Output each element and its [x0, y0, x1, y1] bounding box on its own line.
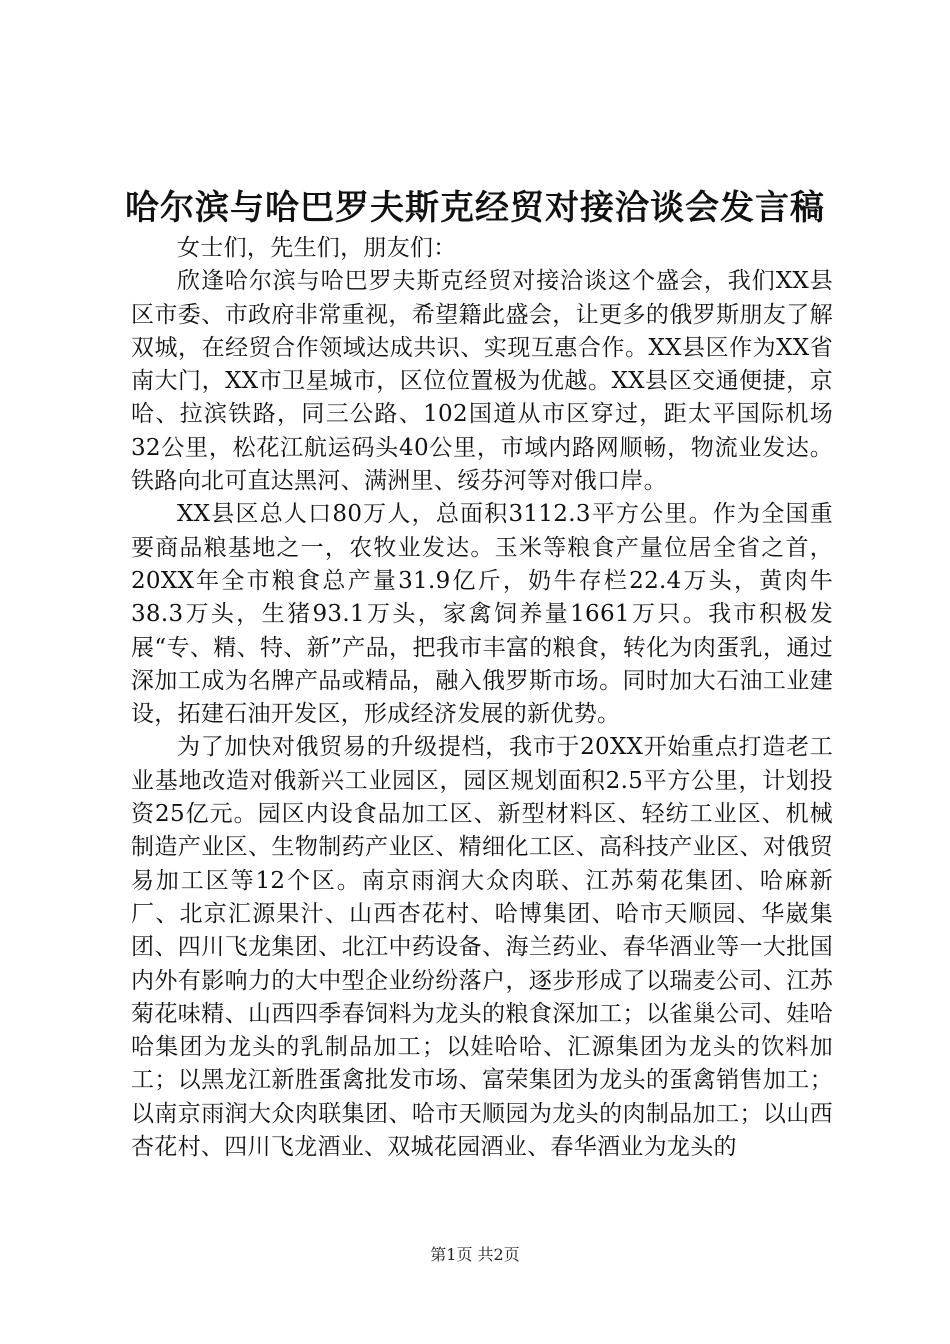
body-paragraph: XX县区总人口80万人，总面积3112.3平方公里。作为全国重要商品粮基地之一，农牧业发达。玉米等粮食产量位居全省之首，20XX年全市粮食总产量31.9亿斤，奶牛存栏22.4万头，黄肉牛38.3万头，生猪93.1万头，家禽饲养量1661万只。我市积极发展“专、精、特、新”产品，把我市丰富的粮食，转化为肉蛋乳，通过深加工成为名牌产品或精品，融入俄罗斯市场。同时加大石油工业建设，拓建石油开发区，形成经济发展的新优势。 [131, 501, 833, 728]
body-paragraph: 为了加快对俄贸易的升级提档，我市于20XX开始重点打造老工业基地改造对俄新兴工业园区，园区规划面积2.5平方公里，计划投资25亿元。园区内设食品加工区、新型材料区、轻纺工业区、机械制造产业区、生物制药产业区、精细化工区、高科技产业区、对俄贸易加工区等12个区。南京雨润大众肉联、江苏菊花集团、哈麻新厂、北京汇源果汁、山西杏花村、哈博集团、哈市天顺园、华崴集团、四川飞龙集团、北江中药设备、海兰药业、春华酒业等一大批国内外有影响力的大中型企业纷纷落户，逐步形成了以瑞麦公司、江苏菊花味精、山西四季春饲料为龙头的粮食深加工；以雀巢公司、娃哈哈集团为龙头的乳制品加工；以娃哈哈、汇源集团为龙头的饮料加工；以黑龙江新胜蛋禽批发市场、富荣集团为龙头的蛋禽销售加工；以南京雨润大众肉联集团、哈市天顺园为龙头的肉制品加工；以山西杏花村、四川飞龙酒业、双城花园酒业、春华酒业为龙头的 [131, 734, 833, 1161]
salutation-paragraph: 女士们，先生们，朋友们： [177, 235, 457, 261]
body-paragraph: 欣逢哈尔滨与哈巴罗夫斯克经贸对接洽谈这个盛会，我们XX县区市委、市政府非常重视，希望籍此盛会，让更多的俄罗斯朋友了解双城，在经贸合作领域达成共识、实现互惠合作。XX县区作为XX省南大门，XX市卫星城市，区位位置极为优越。XX县区交通便捷，京哈、拉滨铁路，同三公路、102国道从市区穿过，距太平国际机场32公里，松花江航运码头40公里，市域内路网顺畅，物流业发达。铁路向北可直达黑河、满洲里、绥芬河等对俄口岸。 [131, 268, 833, 495]
document-title: 哈尔滨与哈巴罗夫斯克经贸对接洽谈会发言稿 [125, 188, 825, 228]
document-body [131, 232, 833, 1164]
page-number-footer: 第1页 共2页 [430, 1245, 520, 1264]
